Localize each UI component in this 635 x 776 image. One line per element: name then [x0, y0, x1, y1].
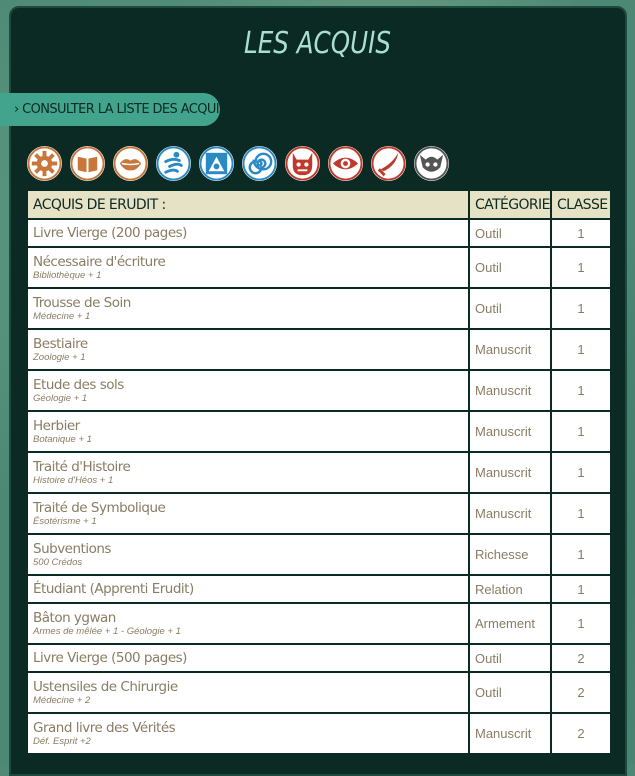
acquis-name: Grand livre des Vérités [33, 720, 176, 736]
acquis-class: 1 [551, 219, 611, 247]
acquis-detail: Médecine + 2 [33, 695, 91, 706]
acquis-detail: Histoire d'Héos + 1 [33, 475, 114, 486]
eye-icon[interactable] [328, 146, 363, 181]
acquis-category: Outil [469, 644, 551, 672]
acquis-class: 1 [551, 411, 611, 452]
acquis-category: Manuscrit [469, 452, 551, 493]
acquis-detail: Déf. Esprit +2 [33, 736, 91, 747]
acquis-class: 2 [551, 672, 611, 713]
acquis-detail: Botanique + 1 [33, 434, 92, 445]
acquis-category: Outil [469, 288, 551, 329]
table-header-row [27, 190, 611, 219]
acquis-category: Manuscrit [469, 411, 551, 452]
row-name-cell [27, 603, 469, 644]
row-name-cell [27, 288, 469, 329]
acquis-detail: Zoologie + 1 [33, 352, 86, 363]
table-row [27, 672, 611, 713]
acquis-category: Manuscrit [469, 329, 551, 370]
table-row [27, 247, 611, 288]
table-row [27, 219, 611, 247]
table-row [27, 575, 611, 603]
row-name-cell [27, 452, 469, 493]
acquis-name: Ustensiles de Chirurgie [33, 679, 178, 695]
table-row [27, 329, 611, 370]
acquis-class: 1 [551, 247, 611, 288]
acquis-class: 1 [551, 370, 611, 411]
acquis-name: Trousse de Soin [33, 295, 131, 311]
acquis-detail: Médecine + 1 [33, 311, 91, 322]
row-name-cell [27, 575, 469, 603]
acquis-name: Nécessaire d'écriture [33, 254, 166, 270]
acquis-category: Armement [469, 603, 551, 644]
acquis-class: 2 [551, 713, 611, 754]
table-row [27, 603, 611, 644]
acquis-name: Bestiaire [33, 336, 88, 352]
header-category: CATÉGORIE [469, 190, 551, 219]
table-row [27, 534, 611, 575]
shapes-icon[interactable] [199, 146, 234, 181]
acquis-detail: Bibliothèque + 1 [33, 270, 102, 281]
demon-mask-icon[interactable] [285, 146, 320, 181]
acquis-name: Livre Vierge (200 pages) [33, 225, 187, 241]
row-name-cell [27, 370, 469, 411]
row-name-cell [27, 411, 469, 452]
acquis-detail: 500 Crédos [33, 557, 83, 568]
acquis-detail: Géologie + 1 [33, 393, 88, 404]
row-name-cell [27, 329, 469, 370]
book-icon[interactable] [70, 146, 105, 181]
row-name-cell [27, 493, 469, 534]
table-row [27, 452, 611, 493]
table-row [27, 370, 611, 411]
skull-helm-icon[interactable] [414, 146, 449, 181]
figure-icon[interactable] [156, 146, 191, 181]
acquis-class: 1 [551, 575, 611, 603]
acquis-category: Richesse [469, 534, 551, 575]
acquis-category: Relation [469, 575, 551, 603]
row-name-cell [27, 672, 469, 713]
acquis-class: 1 [551, 493, 611, 534]
consult-list-button[interactable]: › CONSULTER LA LISTE DES ACQUIS [0, 93, 220, 126]
acquis-detail: Ésotérisme + 1 [33, 516, 97, 527]
table-row [27, 288, 611, 329]
acquis-class: 1 [551, 452, 611, 493]
acquis-category: Outil [469, 247, 551, 288]
acquis-class: 1 [551, 603, 611, 644]
acquis-category: Outil [469, 219, 551, 247]
acquis-name: Herbier [33, 418, 80, 434]
acquis-detail: Armes de mêlée + 1 - Géologie + 1 [33, 626, 181, 637]
row-name-cell [27, 713, 469, 754]
page-title: LES ACQUIS [244, 26, 391, 61]
row-name-cell [27, 219, 469, 247]
row-name-cell [27, 644, 469, 672]
lips-icon[interactable] [113, 146, 148, 181]
header-name: ACQUIS DE ERUDIT : [27, 190, 469, 219]
acquis-class: 2 [551, 644, 611, 672]
acquis-name: Étudiant (Apprenti Erudit) [33, 581, 194, 597]
table-row [27, 493, 611, 534]
row-name-cell [27, 247, 469, 288]
row-name-cell [27, 534, 469, 575]
acquis-class: 1 [551, 534, 611, 575]
table-row [27, 644, 611, 672]
acquis-name: Bâton ygwan [33, 610, 116, 626]
acquis-category: Manuscrit [469, 370, 551, 411]
acquis-name: Subventions [33, 541, 111, 557]
acquis-class: 1 [551, 288, 611, 329]
acquis-class: 1 [551, 329, 611, 370]
acquis-category: Outil [469, 672, 551, 713]
header-class: CLASSE [551, 190, 611, 219]
acquis-name: Etude des sols [33, 377, 124, 393]
gear-icon[interactable] [27, 146, 62, 181]
table-row [27, 411, 611, 452]
spiral-icon[interactable] [242, 146, 277, 181]
blade-icon[interactable] [371, 146, 406, 181]
table-row [27, 713, 611, 754]
acquis-name: Traité de Symbolique [33, 500, 166, 516]
acquis-category: Manuscrit [469, 713, 551, 754]
acquis-table [26, 189, 612, 755]
acquis-name: Traité d'Histoire [33, 459, 131, 475]
acquis-category: Manuscrit [469, 493, 551, 534]
acquis-name: Livre Vierge (500 pages) [33, 650, 187, 666]
